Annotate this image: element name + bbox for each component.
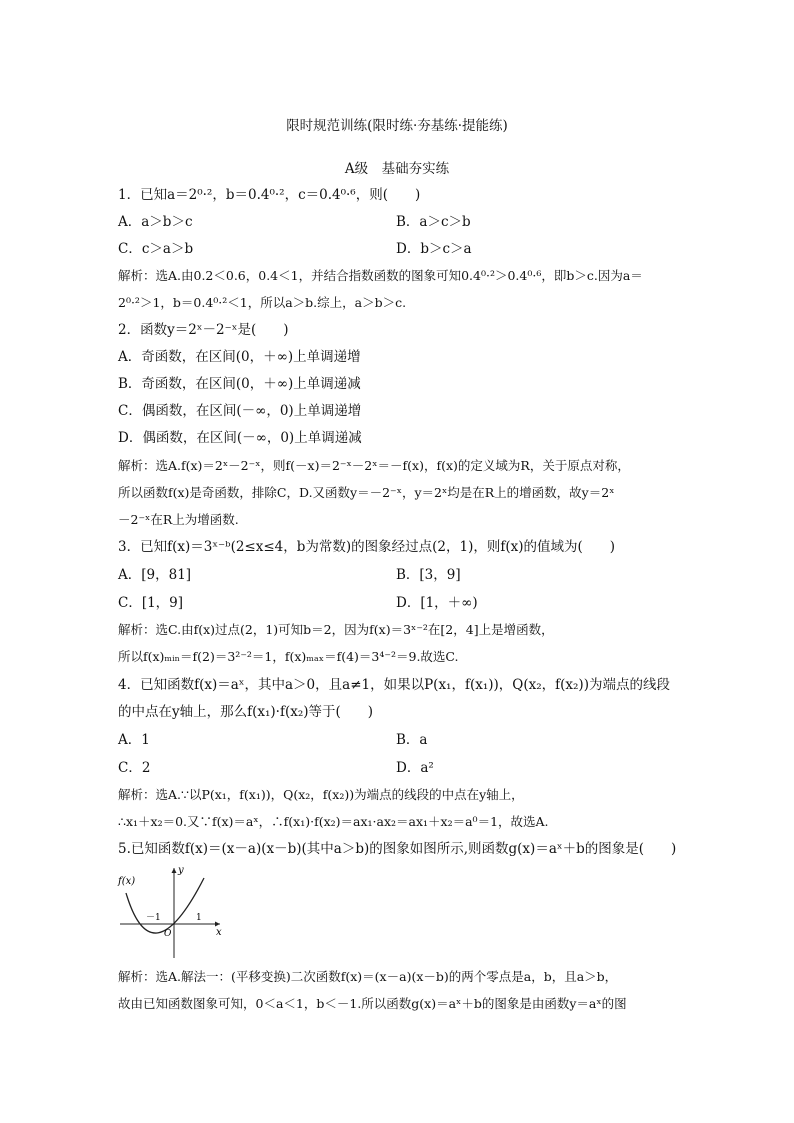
parabola-curve: [126, 878, 204, 933]
question-4-option-c: C．2: [118, 760, 151, 776]
question-1-option-d: D．b＞c＞a: [396, 241, 472, 257]
question-5-solution-line-1: 解析：选A.解法一：(平移变换)二次函数f(x)＝(x－a)(x－b)的两个零点是a，b，且a＞b，: [118, 969, 618, 984]
section-heading: A级 基础夯实练: [344, 161, 450, 177]
question-2-solution-line-1: 解析：选A.f(x)＝2ˣ－2⁻ˣ，则f(－x)＝2⁻ˣ－2ˣ＝－f(x)，f(x)的定义域为R，关于原点对称，: [118, 458, 630, 473]
question-3-solution-line-2: 所以f(x)ₘᵢₙ＝f(2)＝3²⁻²＝1，f(x)ₘₐₓ＝f(4)＝3⁴⁻²＝9.故选C.: [118, 649, 459, 664]
question-1-solution-line-1: 解析：选A.由0.2＜0.6，0.4＜1，并结合指数函数的图象可知0.4⁰·²＞0.4⁰·⁶，即b＞c.因为a＝: [118, 268, 643, 283]
x-axis-arrow: [215, 922, 220, 927]
question-4-option-d: D．a²: [396, 760, 434, 776]
question-4-stem-line-1: 4．已知函数f(x)＝aˣ，其中a＞0，且a≠1，如果以P(x₁，f(x₁))，Q(x₂，f(x₂))为端点的线段: [118, 677, 670, 693]
one-tick-label: 1: [196, 913, 202, 923]
question-1-option-c: C．c＞a＞b: [118, 241, 194, 257]
question-2-option-b: B．奇函数，在区间(0，＋∞)上单调递减: [118, 376, 361, 392]
question-4-stem-line-2: 的中点在y轴上，那么f(x₁)·f(x₂)等于( ): [118, 704, 374, 720]
question-2-solution-line-3: －2⁻ˣ在R上为增函数.: [118, 512, 239, 527]
question-4-solution-line-1: 解析：选A.∵以P(x₁，f(x₁))，Q(x₂，f(x₂))为端点的线段的中点在y轴上，: [118, 787, 524, 802]
x-axis-label: x: [216, 927, 222, 938]
page-title: 限时规范训练(限时练·夯基练·提能练): [286, 118, 508, 134]
question-2-option-c: C．偶函数，在区间(－∞，0)上单调递增: [118, 403, 362, 419]
question-3-option-d: D．[1，＋∞): [396, 595, 478, 611]
y-axis-arrow: [172, 868, 177, 873]
question-1-solution-line-2: 2⁰·²＞1，b＝0.4⁰·²＜1，所以a＞b.综上，a＞b＞c.: [118, 295, 407, 310]
fx-label: f(x): [118, 876, 136, 887]
neg-one-tick-label: －1: [146, 913, 161, 923]
question-4-option-a: A．1: [118, 732, 150, 748]
question-2-stem: 2．函数y＝2ˣ－2⁻ˣ是( ): [118, 322, 289, 338]
parabola-graph: [116, 862, 226, 962]
question-3-stem: 3．已知f(x)＝3ˣ⁻ᵇ(2≤x≤4，b为常数)的图象经过点(2，1)，则f(x)的值域为( ): [118, 539, 616, 555]
question-3-solution-line-1: 解析：选C.由f(x)过点(2，1)可知b＝2，因为f(x)＝3ˣ⁻²在[2，4]上是增函数，: [118, 622, 554, 637]
question-4-solution-line-2: ∴x₁＋x₂＝0.又∵f(x)＝aˣ，∴f(x₁)·f(x₂)＝ax₁·ax₂＝ax₁＋x₂＝a⁰＝1，故选A.: [118, 814, 549, 829]
question-2-option-d: D．偶函数，在区间(－∞，0)上单调递减: [118, 430, 362, 446]
question-1-stem: 1．已知a＝2⁰·²，b＝0.4⁰·²，c＝0.4⁰·⁶，则( ): [118, 187, 421, 203]
question-4-option-b: B．a: [396, 732, 428, 748]
y-axis-label: y: [178, 865, 184, 876]
origin-label: O: [164, 929, 172, 939]
question-5-stem: 5.已知函数f(x)＝(x－a)(x－b)(其中a＞b)的图象如图所示,则函数g(x)＝aˣ＋b的图象是( ): [118, 841, 677, 857]
question-2-option-a: A．奇函数，在区间(0，＋∞)上单调递增: [118, 349, 361, 365]
question-1-option-b: B．a＞c＞b: [396, 214, 471, 230]
question-1-option-a: A．a＞b＞c: [118, 214, 193, 230]
question-3-option-a: A．[9，81]: [118, 567, 192, 583]
question-5-solution-line-2: 故由已知函数图象可知，0＜a＜1，b＜－1.所以函数g(x)＝aˣ＋b的图象是由函数y＝aˣ的图: [118, 996, 627, 1011]
question-2-solution-line-2: 所以函数f(x)是奇函数，排除C，D.又函数y＝－2⁻ˣ，y＝2ˣ均是在R上的增函数，故y＝2ˣ: [118, 485, 615, 500]
question-3-option-c: C．[1，9]: [118, 595, 184, 611]
question-3-option-b: B．[3，9]: [396, 567, 461, 583]
